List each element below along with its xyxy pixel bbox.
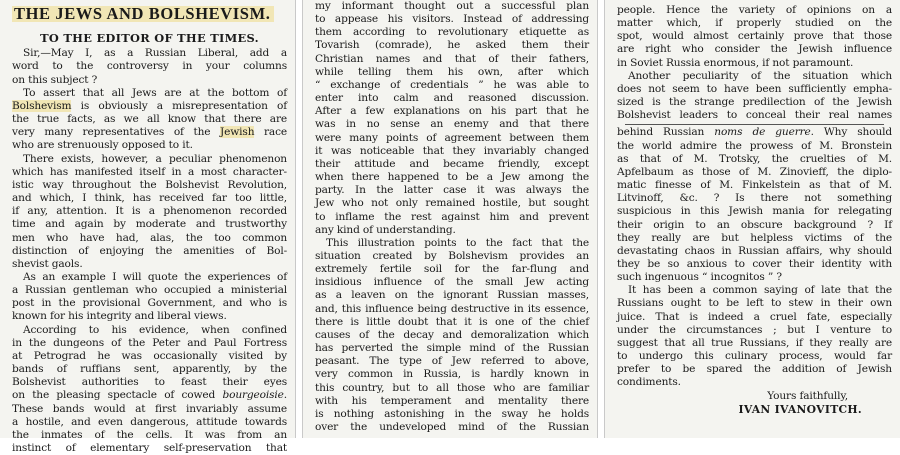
text-line: they really are but helpless victims of the [617, 231, 892, 244]
text-line: while telling them his own, after which [315, 65, 589, 78]
text-line: condiments. [617, 376, 681, 389]
text-line: “ exchange of credentials ” he was able to [315, 78, 589, 91]
column-rule [625, 124, 884, 125]
text-line: Russians ought to be left to stew in their own [617, 297, 892, 310]
text-line: Sir,—May I, as a Russian Liberal, add a [23, 47, 287, 60]
text-line: peasant. The type of Jew referred to above, [315, 355, 589, 368]
text-line: Bolshevist leaders to conceal their real names [617, 109, 892, 122]
text-line: with his temperament and mentality there [315, 394, 589, 407]
text-line: as that of M. Trotsky, the cruelties of M. [617, 152, 892, 165]
text-line: was in no sense an enemy and that there [315, 118, 589, 131]
text-line: the world admire the prowess of M. Bronstein [617, 139, 892, 152]
text-line: their origin to an obscure background ? If [617, 218, 892, 231]
search-highlight: Jewish [220, 126, 255, 139]
article-column-3 [604, 0, 900, 438]
column-2-body [315, 0, 589, 434]
text-line: Bolshevist authorities to feast their eyes [12, 376, 287, 389]
text-line: party. In the latter case it was always the [315, 184, 589, 197]
text-line: Christian names and that of their fathers, [315, 52, 589, 65]
text-line: it was noticeable that they invariably changed [315, 144, 589, 157]
text-line: in Soviet Russia enormous, if not paramount. [617, 56, 854, 69]
text-line: shevist gaols. [12, 257, 83, 270]
text-line: who are strenuously opposed to it. [12, 139, 193, 152]
text-line: to undergo this culinary process, would far [617, 350, 892, 363]
text-line: as a leaven on the ignorant Russian masses, [315, 289, 589, 302]
text-line: Another peculiarity of the situation which [628, 69, 892, 82]
text-line: any kind of understanding. [315, 223, 456, 236]
search-highlight: Bolshevism [12, 99, 72, 112]
text-line: juice. That is indeed a cruel fate, especially [617, 310, 892, 323]
text-line: extremely fertile soil for the far-flung and [315, 263, 589, 276]
text-line: devastating chaos in Russian affairs, why should [617, 244, 892, 257]
text-line: men who have had, alas, the too common [12, 231, 287, 244]
text-line: which has manifested itself in a most character- [12, 165, 287, 178]
text-line: Bolshevism is obviously a misrepresentation of [12, 99, 287, 112]
text-line: my informant thought out a successful plan [315, 0, 589, 12]
italic-phrase: noms de guerre [714, 126, 811, 139]
text-line: enter into calm and reasoned discussion. [315, 92, 589, 105]
text-line: and which, I think, has received far too little, [12, 192, 287, 205]
text-line: known for his integrity and liberal views. [12, 310, 227, 323]
text-line: at Petrograd he was occasionally visited by [12, 349, 287, 362]
text-line: These bands would at first invariably assume [12, 402, 287, 415]
text-line: suggest that all true Russians, if they really are [617, 336, 892, 349]
text-line: very many representatives of the Jewish race [12, 126, 287, 139]
text-line: Litvinoff, &c. ? Is there not something [617, 192, 892, 205]
text-line: they be so anxious to cover their identity with [617, 257, 892, 270]
text-line: are right who consider the Jewish influence [617, 43, 892, 56]
text-line: on the pleasing spectacle of cowed bourgeoisie. [12, 389, 287, 402]
text-line: situation created by Bolshevism provides an [315, 249, 589, 262]
letter-closing: Yours faithfully, [767, 389, 848, 402]
text-line: is nothing astonishing in the sway he holds [315, 407, 589, 420]
text-line: people. Hence the variety of opinions on a [617, 4, 892, 16]
text-line: does not seem to have been sufficiently empha- [617, 82, 892, 95]
text-line: word to the controversy in your columns [12, 60, 287, 73]
text-line: distinction of enjoying the amenities of Bol- [12, 244, 287, 257]
italic-phrase: bourgeoisie [222, 389, 284, 402]
text-line: there is little doubt that it is one of the chief [315, 315, 589, 328]
text-line: time and again by moderate and trustworthy [12, 218, 287, 231]
text-line: and, this influence being destructive in its essence, [315, 302, 589, 315]
text-line: As an example I will quote the experiences of [23, 270, 287, 283]
text-line: in the dungeons of the Peter and Paul Fortress [12, 336, 287, 349]
text-line: bands of ruffians sent, apparently, by the [12, 363, 287, 376]
column-1-body [12, 47, 287, 455]
text-line: to appease his visitors. Instead of addressing [315, 13, 589, 26]
article-headline: THE JEWS AND BOLSHEVISM. [12, 6, 274, 22]
article-column-2 [302, 0, 598, 438]
text-line: sized is the strange predilection of the Jewish [617, 96, 892, 109]
text-line: very common in Russia, is hardly known in [315, 368, 589, 381]
text-line: to inflame the rest against him and prevent [315, 210, 589, 223]
text-line: causes of the decay and demoralization which [315, 328, 589, 341]
text-line: if any, attention. It is a phenomenon recorded [12, 205, 287, 218]
text-line: matter which, if properly studied on the [617, 17, 892, 30]
text-line: This illustration points to the fact that the [326, 236, 589, 249]
text-line: To assert that all Jews are at the bottom of [23, 86, 287, 99]
text-line: It has been a common saying of late that the [628, 284, 892, 297]
text-line: matic finesse of M. Finkelstein as that of M. [617, 179, 892, 192]
text-line: behind Russian noms de guerre. Why should [617, 126, 892, 139]
text-line: instinct of elementary self-preservation that [12, 442, 287, 454]
text-line: the inmates of the cells. It was from an [12, 428, 287, 441]
text-line: them according to revolutionary etiquette as [315, 26, 589, 39]
text-line: prefer to be spared the addition of Jewish [617, 363, 892, 376]
text-line: According to his evidence, when confined [23, 323, 287, 336]
text-line: post in the provisional Government, and who is [12, 297, 287, 310]
text-line: There exists, however, a peculiar phenomenon [23, 152, 287, 165]
text-line: istic way throughout the Bolshevist Revolution, [12, 178, 287, 191]
text-line: After a few explanations on his part that he [315, 105, 589, 118]
letter-signature: IVAN IVANOVITCH. [738, 402, 862, 416]
text-line: suspicious in this Jewish mania for relegating [617, 205, 892, 218]
article-column-1 [0, 0, 296, 454]
text-line: a hostile, and even dangerous, attitude towards [12, 415, 287, 428]
text-line: the true facts, as we all know that there are [12, 113, 287, 126]
text-line: over the undeveloped mind of the Russian [315, 421, 589, 433]
text-line: such ingenuous “ incognitos ” ? [617, 271, 782, 284]
text-line: under the circumstances ; but I venture to [617, 323, 892, 336]
text-line: a Russian gentleman who occupied a ministerial [12, 284, 287, 297]
text-line: Jew who not only remained hostile, but sought [315, 197, 589, 210]
text-line: this country, but to all those who are familiar [315, 381, 589, 394]
letter-addressee: TO THE EDITOR OF THE TIMES. [40, 31, 259, 46]
column-3-body [617, 4, 892, 390]
text-line: insidious influence of the small Jew acting [315, 276, 589, 289]
text-line: on this subject ? [12, 73, 98, 86]
text-line: Tovarish (comrade), he asked them their [315, 39, 589, 52]
text-line: spot, would almost certainly prove that those [617, 30, 892, 43]
text-line: were many points of agreement between them [315, 131, 589, 144]
text-line: their attitude and became friendly, except [315, 157, 589, 170]
text-line: Apfelbaum as those of M. Zinovieff, the diplo- [617, 165, 892, 178]
text-line: has perverted the simple mind of the Russian [315, 342, 589, 355]
text-line: when there happened to be a Jew among the [315, 171, 589, 184]
